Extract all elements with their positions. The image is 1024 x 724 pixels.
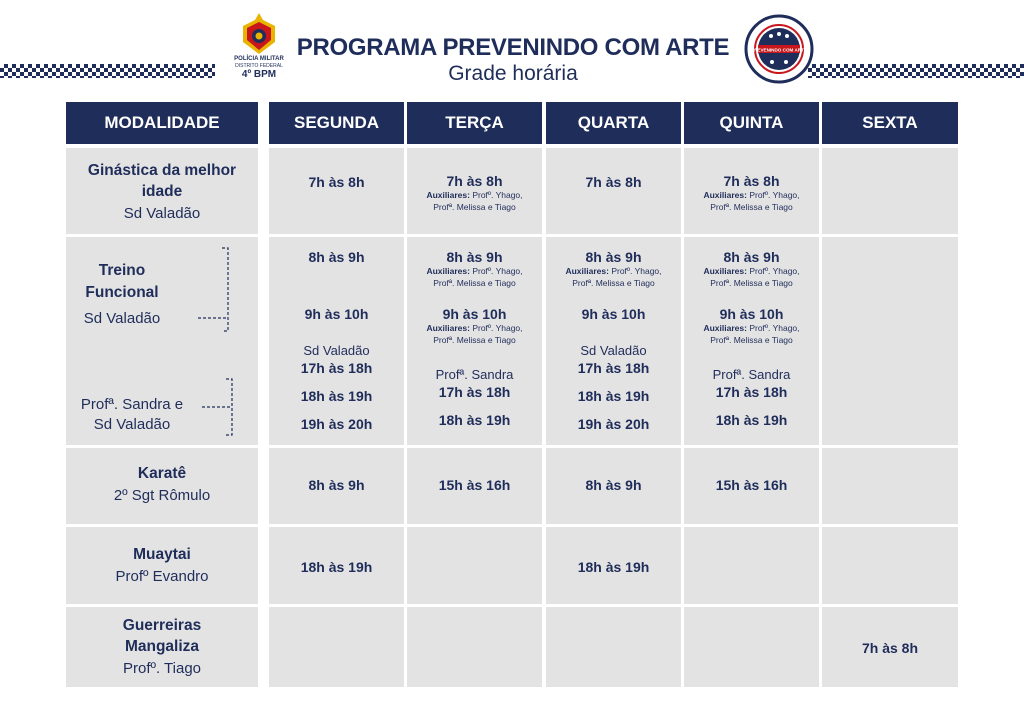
pmdf-crest-icon xyxy=(239,12,279,56)
schedule-cell xyxy=(269,527,404,604)
modality-instructor: Sd Valadão xyxy=(93,416,171,433)
prevenindo-com-arte-seal xyxy=(744,14,814,84)
modality-name: Muaytai xyxy=(133,546,191,563)
modality-name: Guerreiras xyxy=(122,617,202,634)
instructor-note: Sd Valadão xyxy=(303,343,370,358)
schedule-cell xyxy=(822,607,958,687)
modality-cell-muaytai xyxy=(66,527,258,604)
instructor-note: Profª. Sandra xyxy=(712,367,791,382)
schedule-cell-empty xyxy=(546,607,681,687)
time-slot: 8h às 9h xyxy=(446,249,503,265)
time-slot: 18h às 19h xyxy=(300,388,373,404)
seal-icon xyxy=(744,14,814,84)
schedule-cell-empty xyxy=(684,527,819,604)
time-slot: 8h às 9h xyxy=(308,249,365,265)
modality-name: idade xyxy=(141,183,183,200)
modality-cell-guerreiras xyxy=(66,607,258,687)
modality-name: Treino xyxy=(98,262,146,279)
modality-cell-karate xyxy=(66,448,258,524)
auxiliaries-note: Profª. Melissa e Tiago xyxy=(433,278,516,288)
schedule-cell-empty xyxy=(407,607,542,687)
modality-instructor: Sd Valadão xyxy=(83,310,161,327)
time-slot: 7h às 8h xyxy=(585,174,642,190)
auxiliaries-note: Auxiliares: Profº. Yhago, xyxy=(703,323,800,333)
time-slot: 18h às 19h xyxy=(577,388,650,404)
auxiliaries-note: Profª. Melissa e Tiago xyxy=(710,335,793,345)
page-title: PROGRAMA PREVENINDO COM ARTE xyxy=(296,34,730,61)
auxiliaries-note: Profª. Melissa e Tiago xyxy=(433,335,516,345)
logo-line2: DISTRITO FEDERAL xyxy=(235,63,283,69)
schedule-cell xyxy=(546,237,681,445)
page-subtitle: Grade horária xyxy=(448,62,578,85)
column-header-quarta: QUARTA xyxy=(546,102,681,144)
modality-instructor: Sd Valadão xyxy=(123,205,201,222)
schedule-cell xyxy=(684,237,819,445)
schedule-cell xyxy=(269,148,404,234)
auxiliaries-note: Auxiliares: Profº. Yhago, xyxy=(703,266,800,276)
modality-cell-funcional xyxy=(66,237,258,445)
auxiliaries-note: Profª. Melissa e Tiago xyxy=(433,202,516,212)
auxiliaries-note: Profª. Melissa e Tiago xyxy=(572,278,655,288)
schedule-cell xyxy=(407,448,542,524)
auxiliaries-note: Profª. Melissa e Tiago xyxy=(710,278,793,288)
checker-band-right xyxy=(808,64,1024,78)
modality-name: Funcional xyxy=(85,284,159,301)
time-slot: 17h às 18h xyxy=(300,360,373,376)
time-slot: 7h às 8h xyxy=(723,173,780,189)
schedule-cell-empty xyxy=(407,527,542,604)
schedule-cell xyxy=(546,448,681,524)
schedule-cell-empty xyxy=(822,527,958,604)
time-slot: 15h às 16h xyxy=(438,477,511,493)
time-slot: 9h às 10h xyxy=(304,306,369,322)
modality-name: Karatê xyxy=(137,465,187,482)
column-header-segunda: SEGUNDA xyxy=(269,102,404,144)
logo-line1: POLÍCIA MILITAR xyxy=(234,56,284,62)
time-slot: 17h às 18h xyxy=(715,384,788,400)
column-header-sexta: SEXTA xyxy=(822,102,958,144)
modality-instructor: Profª. Sandra e xyxy=(80,396,184,413)
column-header-quinta: QUINTA xyxy=(684,102,819,144)
modality-instructor: Profº. Tiago xyxy=(122,660,202,677)
schedule-cell-empty xyxy=(269,607,404,687)
time-slot: 9h às 10h xyxy=(581,306,646,322)
schedule-cell xyxy=(407,237,542,445)
time-slot: 7h às 8h xyxy=(446,173,503,189)
modality-name: Ginástica da melhor xyxy=(87,162,237,179)
schedule-cell xyxy=(269,237,404,445)
logo-line3: 4º BPM xyxy=(241,69,277,80)
column-header-terca: TERÇA xyxy=(407,102,542,144)
seal-center-text: PREVENINDO COM ARTE xyxy=(751,47,807,53)
auxiliaries-note: Auxiliares: Profº. Yhago, xyxy=(565,266,662,276)
schedule-cell xyxy=(684,448,819,524)
bracket-lines xyxy=(66,237,258,445)
time-slot: 19h às 20h xyxy=(300,416,373,432)
time-slot: 18h às 19h xyxy=(577,559,650,575)
time-slot: 8h às 9h xyxy=(585,249,642,265)
schedule-cell xyxy=(269,448,404,524)
schedule-cell-empty xyxy=(684,607,819,687)
pmdf-logo xyxy=(226,12,292,88)
checker-band-left xyxy=(0,64,215,78)
instructor-note: Profª. Sandra xyxy=(435,367,514,382)
modality-instructor: 2º Sgt Rômulo xyxy=(113,487,211,504)
schedule-cell xyxy=(546,527,681,604)
modality-instructor: Profº Evandro xyxy=(115,568,209,585)
time-slot: 7h às 8h xyxy=(861,640,919,656)
auxiliaries-note: Profª. Melissa e Tiago xyxy=(710,202,793,212)
time-slot: 8h às 9h xyxy=(585,477,642,493)
time-slot: 18h às 19h xyxy=(438,412,511,428)
time-slot: 8h às 9h xyxy=(308,477,365,493)
time-slot: 18h às 19h xyxy=(300,559,373,575)
auxiliaries-note: Auxiliares: Profº. Yhago, xyxy=(426,266,523,276)
time-slot: 9h às 10h xyxy=(442,306,507,322)
schedule-cell-empty xyxy=(822,237,958,445)
auxiliaries-note: Auxiliares: Profº. Yhago, xyxy=(426,190,523,200)
schedule-cell-empty xyxy=(822,148,958,234)
auxiliaries-note: Auxiliares: Profº. Yhago, xyxy=(426,323,523,333)
time-slot: 9h às 10h xyxy=(719,306,784,322)
auxiliaries-note: Auxiliares: Profº. Yhago, xyxy=(703,190,800,200)
time-slot: 15h às 16h xyxy=(715,477,788,493)
time-slot: 19h às 20h xyxy=(577,416,650,432)
time-slot: 17h às 18h xyxy=(438,384,511,400)
modality-name: Mangaliza xyxy=(124,638,200,655)
schedule-cell xyxy=(684,148,819,234)
modality-cell-ginastica xyxy=(66,148,258,234)
time-slot: 8h às 9h xyxy=(723,249,780,265)
instructor-note: Sd Valadão xyxy=(580,343,647,358)
time-slot: 18h às 19h xyxy=(715,412,788,428)
schedule-cell xyxy=(546,148,681,234)
schedule-cell xyxy=(407,148,542,234)
column-header-modalidade: MODALIDADE xyxy=(66,102,258,144)
header-title-block xyxy=(290,34,736,86)
time-slot: 7h às 8h xyxy=(308,174,365,190)
time-slot: 17h às 18h xyxy=(577,360,650,376)
schedule-cell-empty xyxy=(822,448,958,524)
